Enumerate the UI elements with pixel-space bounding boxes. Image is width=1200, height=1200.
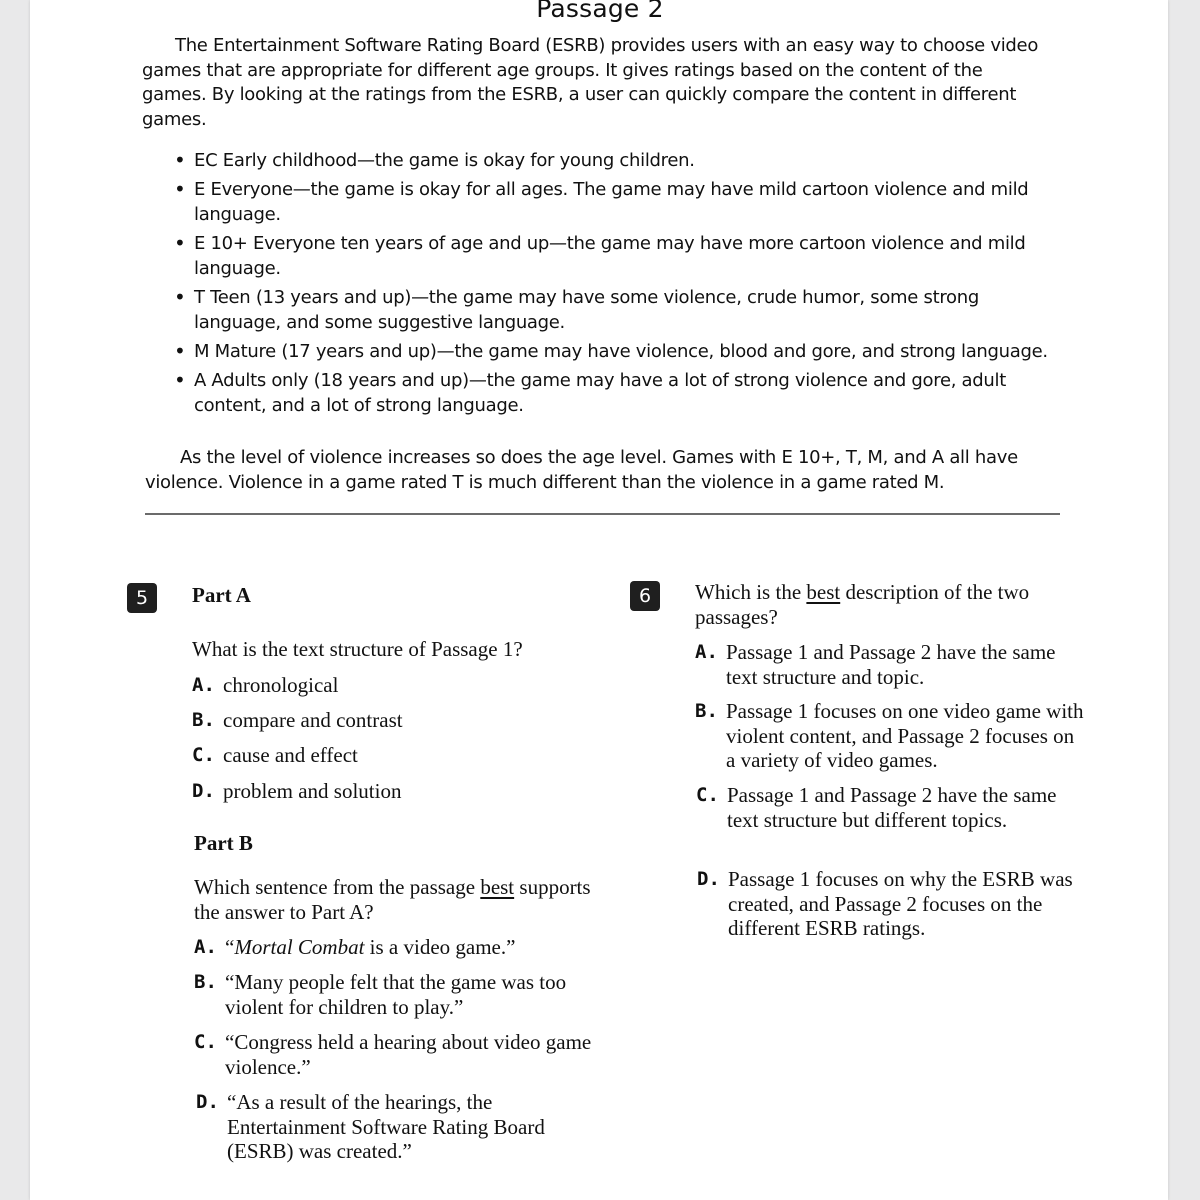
bullet-icon: • — [174, 177, 186, 201]
bullet-icon: • — [174, 339, 186, 363]
section-divider — [145, 513, 1060, 515]
bullet-icon: • — [174, 231, 186, 255]
q5-part-b-question: Which sentence from the passage best supports the answer to Part A? — [194, 875, 591, 924]
list-item: • T Teen (13 years and up)—the game may have some violence, crude humor, some strong language, and some suggestive language. — [174, 285, 979, 333]
q6-option-c[interactable]: C. Passage 1 and Passage 2 have the same text structure but different topics. — [696, 783, 1057, 832]
q5a-option-c[interactable]: C. cause and effect — [192, 743, 358, 767]
question-5-number: 5 — [127, 583, 157, 613]
passage-title: Passage 2 — [536, 0, 664, 23]
q5b-option-c[interactable]: C. “Congress held a hearing about video game violence.” — [194, 1030, 592, 1079]
q5a-option-a[interactable]: A. chronological — [192, 673, 339, 697]
q5a-option-d[interactable]: D. problem and solution — [192, 779, 402, 803]
bullet-icon: • — [174, 285, 186, 309]
list-item: • E 10+ Everyone ten years of age and up—the game may have more cartoon violence and mild language. — [174, 231, 1026, 279]
list-item: • A Adults only (18 years and up)—the game may have a lot of strong violence and gore, adult content, and a lot of strong language. — [174, 368, 1006, 416]
q6-option-b[interactable]: B. Passage 1 focuses on one video game with violent content, and Passage 2 focuses on a variety of video games. — [695, 699, 1084, 772]
q5-part-b-heading: Part B — [194, 831, 253, 855]
list-item: • M Mature (17 years and up)—the game may have violence, blood and gore, and strong language. — [174, 339, 1048, 363]
q5a-option-b[interactable]: B. compare and contrast — [192, 708, 403, 732]
q5-part-a-heading: Part A — [192, 583, 251, 607]
q6-option-a[interactable]: A. Passage 1 and Passage 2 have the same text structure and topic. — [695, 640, 1056, 689]
passage-intro: The Entertainment Software Rating Board (ESRB) provides users with an easy way to choose video games that are appropriate for different age groups. It gives ratings based on the content of the games. By looking at the ratings from the ESRB, a user can quickly compare the content in different games. — [142, 35, 1039, 130]
q5b-option-a[interactable]: A. “Mortal Combat is a video game.” — [194, 935, 516, 959]
list-item: • E Everyone—the game is okay for all ages. The game may have mild cartoon violence and mild language. — [174, 177, 1029, 225]
question-6-number: 6 — [630, 581, 660, 611]
q6-option-d[interactable]: D. Passage 1 focuses on why the ESRB was created, and Passage 2 focuses on the different ESRB ratings. — [697, 867, 1073, 940]
bullet-icon: • — [174, 368, 186, 392]
passage-outro: As the level of violence increases so does the age level. Games with E 10+, T, M, and A all have violence. Violence in a game rated T is much different than the violence in a game rated M. — [145, 447, 1018, 493]
q5b-option-b[interactable]: B. “Many people felt that the game was too violent for children to play.” — [194, 970, 567, 1019]
q5b-option-d[interactable]: D. “As a result of the hearings, the Entertainment Software Rating Board (ESRB) was created.” — [196, 1090, 545, 1163]
list-item: • EC Early childhood—the game is okay for young children. — [174, 148, 695, 172]
esrb-rating-list — [170, 148, 1050, 422]
q6-question: Which is the best description of the two passages? — [695, 580, 1030, 629]
q5-part-a-question: What is the text structure of Passage 1? — [192, 637, 523, 661]
bullet-icon: • — [174, 148, 186, 172]
